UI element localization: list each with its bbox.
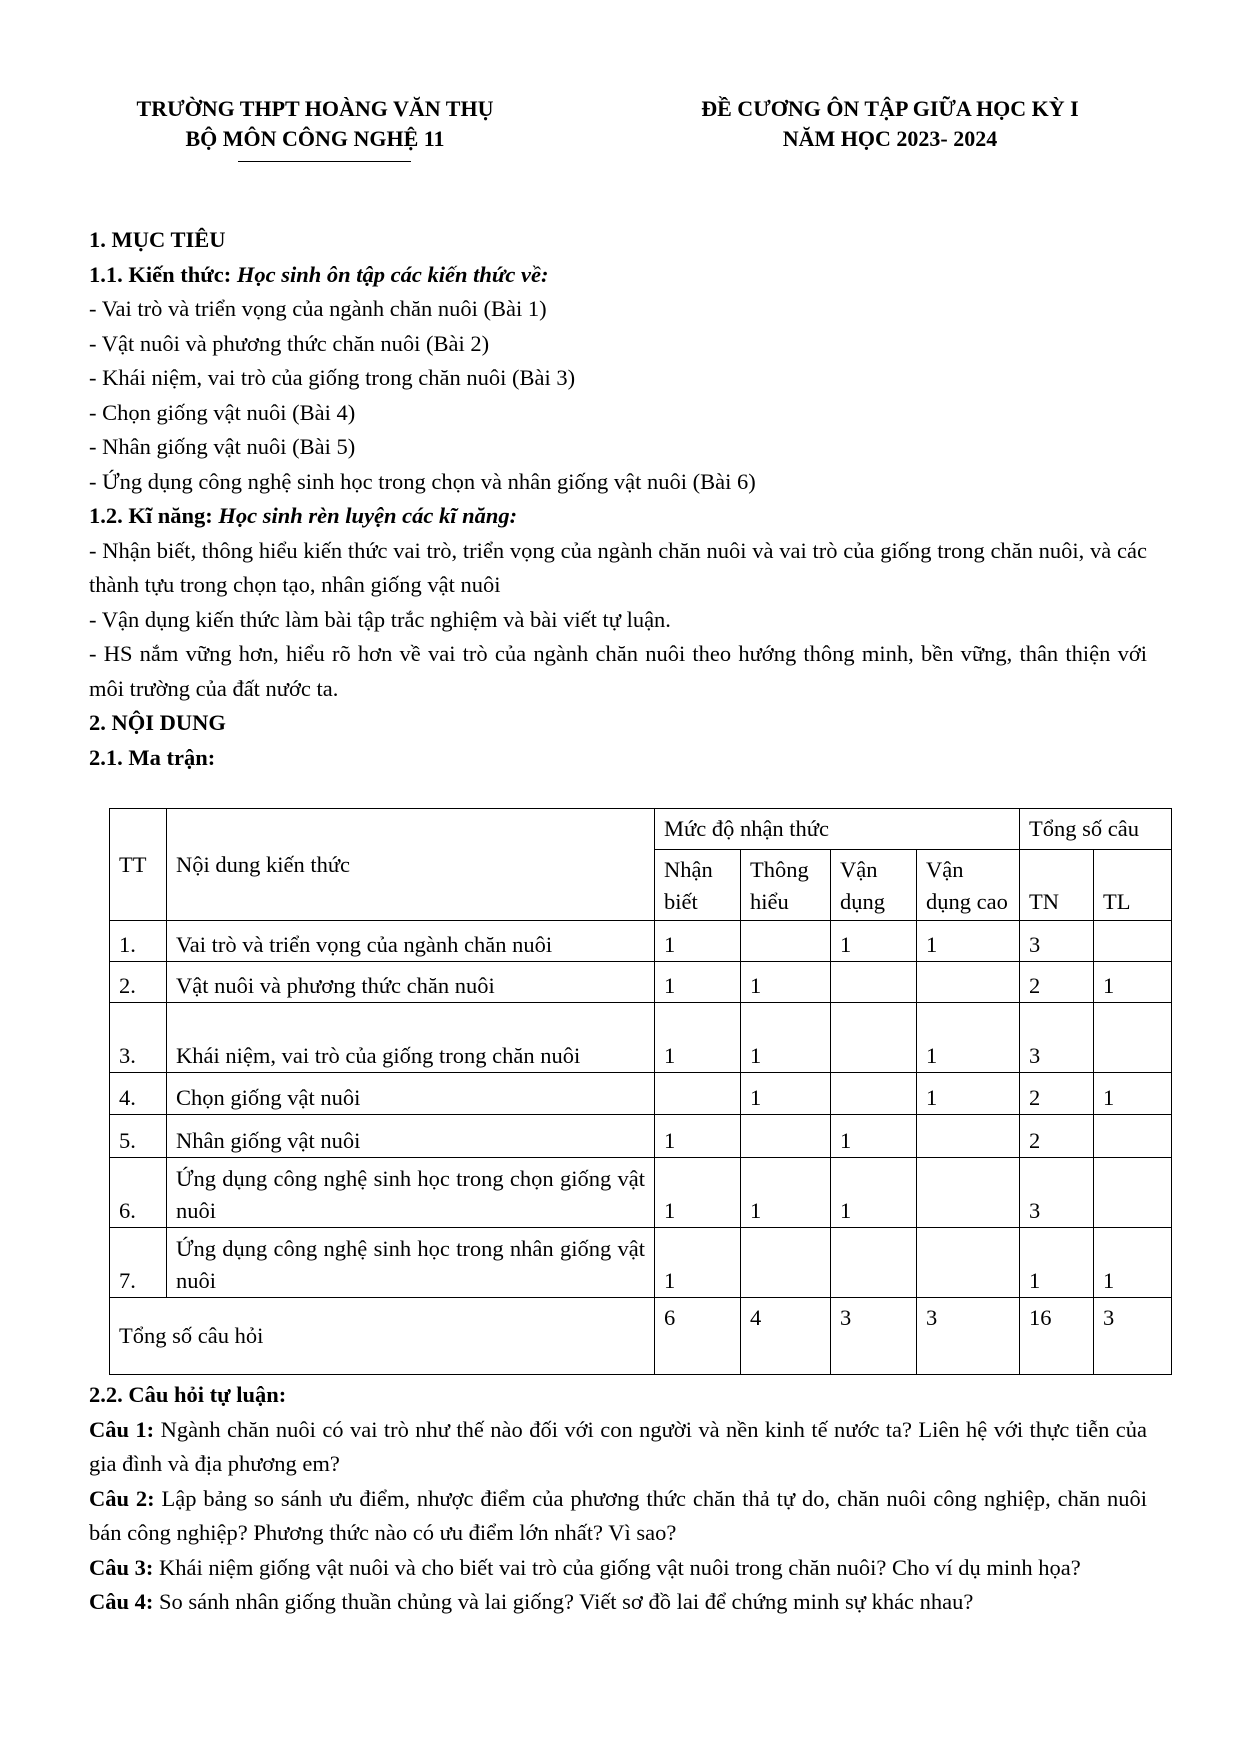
header-divider (238, 161, 411, 162)
header-tt: TT (110, 809, 167, 921)
knowledge-matrix-table (109, 808, 1172, 1375)
total-vd: 3 (831, 1298, 917, 1375)
row-vd (831, 962, 917, 1003)
header-right (640, 94, 1140, 154)
row-tn: 3 (1020, 1158, 1094, 1228)
section-2-heading: 2. NỘI DUNG (89, 710, 226, 735)
row-tt: 5. (110, 1115, 167, 1158)
row-vdc: 1 (917, 1073, 1020, 1115)
row-tl: 1 (1094, 1073, 1172, 1115)
total-vdc: 3 (917, 1298, 1020, 1375)
total-tn: 16 (1020, 1298, 1094, 1375)
knowledge-item: - Nhân giống vật nuôi (Bài 5) (89, 434, 356, 459)
row-tl (1094, 921, 1172, 962)
row-th: 1 (741, 1003, 831, 1073)
row-vd (831, 1228, 917, 1298)
row-vdc (917, 1158, 1020, 1228)
row-tt: 6. (110, 1158, 167, 1228)
header-nhan-biet-line2: biết (664, 889, 698, 914)
total-tl: 3 (1094, 1298, 1172, 1375)
knowledge-item: - Chọn giống vật nuôi (Bài 4) (89, 399, 356, 425)
row-vd (831, 1073, 917, 1115)
question-text: Ngành chăn nuôi có vai trò như thế nào đối với con người và nền kinh tế nước ta? Liên hệ với thực tiễn của gia đình và địa phương em? (89, 1416, 1148, 1476)
row-tl: 1 (1094, 1228, 1172, 1298)
question-text: So sánh nhân giống thuần chủng và lai giống? Viết sơ đồ lai để chứng minh sự khác nhau? (153, 1589, 974, 1614)
question-label: Câu 2: (89, 1485, 155, 1511)
matrix-header-row (110, 809, 1172, 850)
department-name: BỘ MÔN CÔNG NGHỆ 11 (185, 126, 445, 151)
row-tt: 1. (110, 921, 167, 962)
header-thong-hieu-line2: hiểu (750, 889, 789, 914)
row-nb: 1 (655, 1003, 741, 1073)
knowledge-item: - Khái niệm, vai trò của giống trong chăn nuôi (Bài 3) (89, 365, 576, 390)
header-left (80, 94, 550, 154)
row-content: Chọn giống vật nuôi (167, 1073, 655, 1115)
row-tn: 3 (1020, 921, 1094, 962)
row-content: Vai trò và triển vọng của ngành chăn nuôi (167, 921, 655, 962)
header-van-dung-cao-line1: Vận (926, 857, 964, 882)
knowledge-intro: Học sinh ôn tập các kiến thức về: (236, 261, 549, 287)
row-vd: 1 (831, 1158, 917, 1228)
total-label: Tổng số câu hỏi (110, 1298, 655, 1375)
row-th (741, 921, 831, 962)
table-row (110, 1003, 1172, 1073)
row-vdc (917, 1228, 1020, 1298)
row-content: Ứng dụng công nghệ sinh học trong chọn giống vật nuôi (167, 1158, 655, 1228)
knowledge-item: - Ứng dụng công nghệ sinh học trong chọn và nhân giống vật nuôi (Bài 6) (89, 468, 756, 494)
row-tl (1094, 1003, 1172, 1073)
row-content: Ứng dụng công nghệ sinh học trong nhân giống vật nuôi (167, 1228, 655, 1298)
header-tn (1020, 850, 1094, 921)
header-van-dung-line2: dụng (840, 889, 885, 914)
table-row (110, 1158, 1172, 1228)
header-cognitive-level: Mức độ nhận thức (655, 809, 1020, 850)
header-tn-label: TN (1029, 889, 1059, 914)
table-row (110, 1115, 1172, 1158)
row-vd (831, 1003, 917, 1073)
row-tl (1094, 1115, 1172, 1158)
header-van-dung-cao-line2: dụng cao (926, 889, 1008, 914)
skills-label: 1.2. Kĩ năng: (89, 503, 213, 528)
total-row (110, 1298, 1172, 1375)
question-label: Câu 1: (89, 1416, 155, 1442)
row-vd: 1 (831, 921, 917, 962)
header-nhan-biet (655, 850, 741, 921)
essay-heading: 2.2. Câu hỏi tự luận: (89, 1382, 287, 1407)
question-item (89, 1551, 1147, 1586)
header-total-questions: Tổng số câu (1020, 809, 1172, 850)
knowledge-item: - Vai trò và triển vọng của ngành chăn nuôi (Bài 1) (89, 296, 547, 321)
knowledge-label: 1.1. Kiến thức: (89, 261, 232, 287)
table-row (110, 1073, 1172, 1115)
header-van-dung-cao (917, 850, 1020, 921)
question-item (89, 1585, 1147, 1620)
header-van-dung (831, 850, 917, 921)
row-th: 1 (741, 1073, 831, 1115)
row-th (741, 1228, 831, 1298)
row-tt: 7. (110, 1228, 167, 1298)
row-nb: 1 (655, 921, 741, 962)
header-content: Nội dung kiến thức (167, 809, 655, 921)
total-th: 4 (741, 1298, 831, 1375)
total-nb: 6 (655, 1298, 741, 1375)
row-content: Khái niệm, vai trò của giống trong chăn nuôi (167, 1003, 655, 1073)
row-th (741, 1115, 831, 1158)
row-content: Vật nuôi và phương thức chăn nuôi (167, 962, 655, 1003)
knowledge-heading (89, 258, 1147, 293)
essay-questions-section (89, 1378, 1147, 1620)
row-tn: 1 (1020, 1228, 1094, 1298)
row-tn: 2 (1020, 1073, 1094, 1115)
row-tn: 3 (1020, 1003, 1094, 1073)
row-tt: 2. (110, 962, 167, 1003)
row-tn: 2 (1020, 1115, 1094, 1158)
row-vdc: 1 (917, 921, 1020, 962)
header-tl-label: TL (1103, 889, 1131, 914)
row-content: Nhân giống vật nuôi (167, 1115, 655, 1158)
skills-intro: Học sinh rèn luyện các kĩ năng: (218, 503, 518, 528)
row-vd: 1 (831, 1115, 917, 1158)
question-label: Câu 3: (89, 1554, 154, 1580)
table-row (110, 921, 1172, 962)
section-1-heading: 1. MỤC TIÊU (89, 227, 226, 252)
skill-item: - Vận dụng kiến thức làm bài tập trắc nghiệm và bài viết tự luận. (89, 606, 671, 632)
header-van-dung-line1: Vận (840, 857, 878, 882)
school-name: TRƯỜNG THPT HOÀNG VĂN THỤ (136, 96, 494, 121)
table-row (110, 962, 1172, 1003)
row-nb (655, 1073, 741, 1115)
question-item (89, 1413, 1147, 1482)
row-nb: 1 (655, 962, 741, 1003)
header-tl (1094, 850, 1172, 921)
header-thong-hieu-line1: Thông (750, 857, 809, 882)
question-text: Lập bảng so sánh ưu điểm, nhược điểm của phương thức chăn thả tự do, chăn nuôi công nghiệp, chăn nuôi bán công nghiệp? Phương thức nào có ưu điểm lớn nhất? Vì sao? (89, 1485, 1147, 1545)
document-title: ĐỀ CƯƠNG ÔN TẬP GIỮA HỌC KỲ I (701, 96, 1079, 121)
row-nb: 1 (655, 1158, 741, 1228)
row-tn: 2 (1020, 962, 1094, 1003)
row-th: 1 (741, 1158, 831, 1228)
table-row (110, 1228, 1172, 1298)
objectives-section (89, 223, 1147, 775)
row-nb: 1 (655, 1228, 741, 1298)
header-thong-hieu (741, 850, 831, 921)
question-item (89, 1482, 1147, 1551)
row-tt: 3. (110, 1003, 167, 1073)
skill-item: - HS nắm vững hơn, hiểu rõ hơn về vai trò của ngành chăn nuôi theo hướng thông minh, bền vững, thân thiện với môi trường của đất nước ta. (89, 641, 1147, 701)
row-nb: 1 (655, 1115, 741, 1158)
matrix-heading: 2.1. Ma trận: (89, 744, 216, 770)
row-vdc: 1 (917, 1003, 1020, 1073)
row-tl (1094, 1158, 1172, 1228)
row-vdc (917, 1115, 1020, 1158)
row-th: 1 (741, 962, 831, 1003)
school-year: NĂM HỌC 2023- 2024 (782, 126, 998, 151)
skill-item: - Nhận biết, thông hiểu kiến thức vai trò, triển vọng của ngành chăn nuôi và vai trò của giống trong chăn nuôi, và các thành tựu trong chọn tạo, nhân giống vật nuôi (89, 537, 1147, 597)
knowledge-item: - Vật nuôi và phương thức chăn nuôi (Bài 2) (89, 330, 490, 356)
header-nhan-biet-line1: Nhận (664, 857, 713, 882)
question-label: Câu 4: (89, 1589, 154, 1614)
question-text: Khái niệm giống vật nuôi và cho biết vai trò của giống vật nuôi trong chăn nuôi? Cho ví dụ minh họa? (153, 1554, 1081, 1580)
row-vdc (917, 962, 1020, 1003)
row-tt: 4. (110, 1073, 167, 1115)
skills-heading (89, 499, 1147, 534)
row-tl: 1 (1094, 962, 1172, 1003)
